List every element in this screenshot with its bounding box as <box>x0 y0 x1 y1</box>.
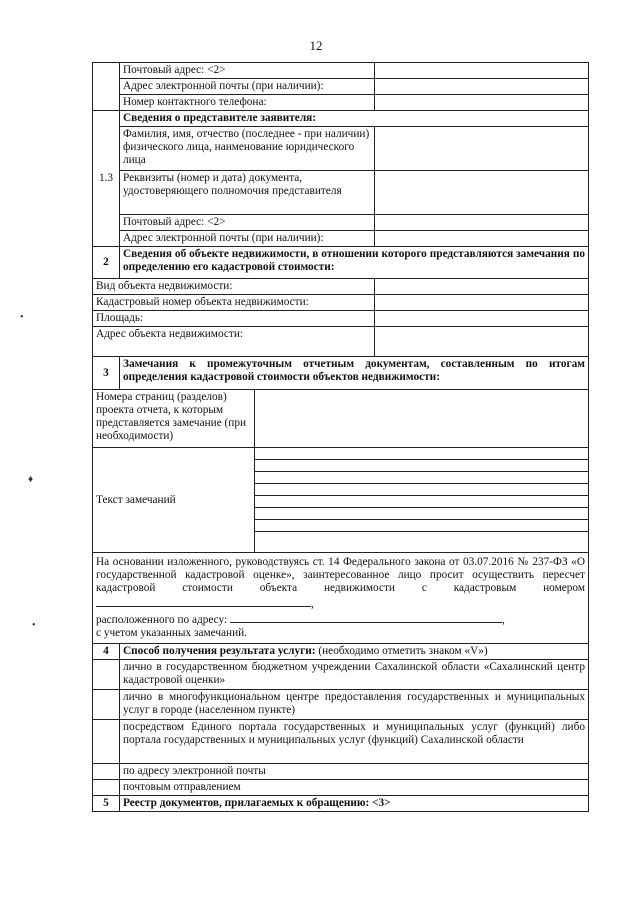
area-label: Площадь: <box>93 311 375 327</box>
located-comma: , <box>502 614 505 626</box>
option-checkbox-3[interactable] <box>93 720 120 764</box>
option-post: почтовым отправлением <box>120 780 589 796</box>
representative-fio-label: Фамилия, имя, отчество (последнее - при наличии) физического лица, наименование юридического лица <box>120 127 375 171</box>
area-value[interactable] <box>375 311 589 327</box>
phone-value[interactable] <box>375 95 589 111</box>
representative-postal-label: Почтовый адрес: <2> <box>120 215 375 231</box>
remarks-lines[interactable] <box>255 448 589 553</box>
section-number-4: 4 <box>93 644 120 660</box>
email-label: Адрес электронной почты (при наличии): <box>120 79 375 95</box>
section-number-1-3: 1.3 <box>93 111 120 247</box>
section-3-title: Замечания к промежуточным отчетным документам, составленным по итогам определения кадастровой стоимости объектов недвижимости: <box>120 357 589 390</box>
cell-blank <box>93 63 120 111</box>
option-checkbox-2[interactable] <box>93 690 120 720</box>
section-5-title: Реестр документов, прилагаемых к обращению: <3> <box>120 796 589 812</box>
section-1-3-title: Сведения о представителе заявителя: <box>120 111 589 127</box>
object-address-label: Адрес объекта недвижимости: <box>93 327 375 357</box>
option-checkbox-4[interactable] <box>93 764 120 780</box>
section-number-5: 5 <box>93 796 120 812</box>
margin-mark: • <box>20 312 24 323</box>
basis-text: На основании изложенного, руководствуясь ст. 14 Федерального закона от 03.07.2016 № 237-ФЗ «О государственной кадастровой оценке», заинтересованное лицо просит осуществить пересчет кадастровой стоимости объекта недвижимости с кадастровым номером <box>96 556 585 594</box>
representative-email-value[interactable] <box>375 231 589 247</box>
margin-mark: • <box>32 620 36 631</box>
basis-paragraph <box>93 553 589 644</box>
phone-label: Номер контактного телефона: <box>120 95 375 111</box>
section-4-title: Способ получения результата услуги: <box>123 645 316 657</box>
representative-email-label: Адрес электронной почты (при наличии): <box>120 231 375 247</box>
report-pages-value[interactable] <box>255 390 589 448</box>
section-4-note: (необходимо отметить знаком «V») <box>318 645 488 657</box>
option-portal: посредством Единого портала государственных и муниципальных услуг (функций) либо портала государственных и муниципальных услуг (функций) Сахалинской области <box>120 720 589 764</box>
option-email: по адресу электронной почты <box>120 764 589 780</box>
postal-address-value[interactable] <box>375 63 589 79</box>
section-number-3: 3 <box>93 357 120 390</box>
located-address-blank[interactable] <box>230 611 502 623</box>
report-pages-label: Номера страниц (разделов) проекта отчета, к которым представляется замечание (при необходимости) <box>93 390 255 448</box>
cadastral-number-label: Кадастровый номер объекта недвижимости: <box>93 295 375 311</box>
object-type-label: Вид объекта недвижимости: <box>93 279 375 295</box>
located-at-label: расположенного по адресу: <box>96 614 228 626</box>
section-number-2: 2 <box>93 247 120 279</box>
postal-address-label: Почтовый адрес: <2> <box>120 63 375 79</box>
email-value[interactable] <box>375 79 589 95</box>
cadastral-number-blank[interactable] <box>96 595 311 607</box>
representative-postal-value[interactable] <box>375 215 589 231</box>
cadastral-number-value[interactable] <box>375 295 589 311</box>
representative-doc-label: Реквизиты (номер и дата) документа, удостоверяющего полномочия представителя <box>120 171 375 215</box>
object-address-value[interactable] <box>375 327 589 357</box>
application-form-table <box>92 62 589 812</box>
representative-doc-value[interactable] <box>375 171 589 215</box>
remarks-label: Текст замечаний <box>93 448 255 553</box>
option-in-person-center: лично в государственном бюджетном учреждении Сахалинской области «Сахалинский центр кадастровой оценки» <box>120 660 589 690</box>
option-checkbox-5[interactable] <box>93 780 120 796</box>
with-remarks-text: с учетом указанных замечаний. <box>96 627 248 639</box>
section-2-title: Сведения об объекте недвижимости, в отношении которого представляются замечания по определению его кадастровой стоимости: <box>120 247 589 279</box>
page-number: 12 <box>309 38 323 53</box>
margin-mark: ♦ <box>28 474 34 485</box>
option-checkbox-1[interactable] <box>93 660 120 690</box>
option-in-person-mfc: лично в многофункциональном центре предоставления государственных и муниципальных услуг в городе (населенном пункте) <box>120 690 589 720</box>
basis-comma: , <box>311 598 314 610</box>
representative-fio-value[interactable] <box>375 127 589 171</box>
object-type-value[interactable] <box>375 279 589 295</box>
section-4-title-cell <box>120 644 589 660</box>
